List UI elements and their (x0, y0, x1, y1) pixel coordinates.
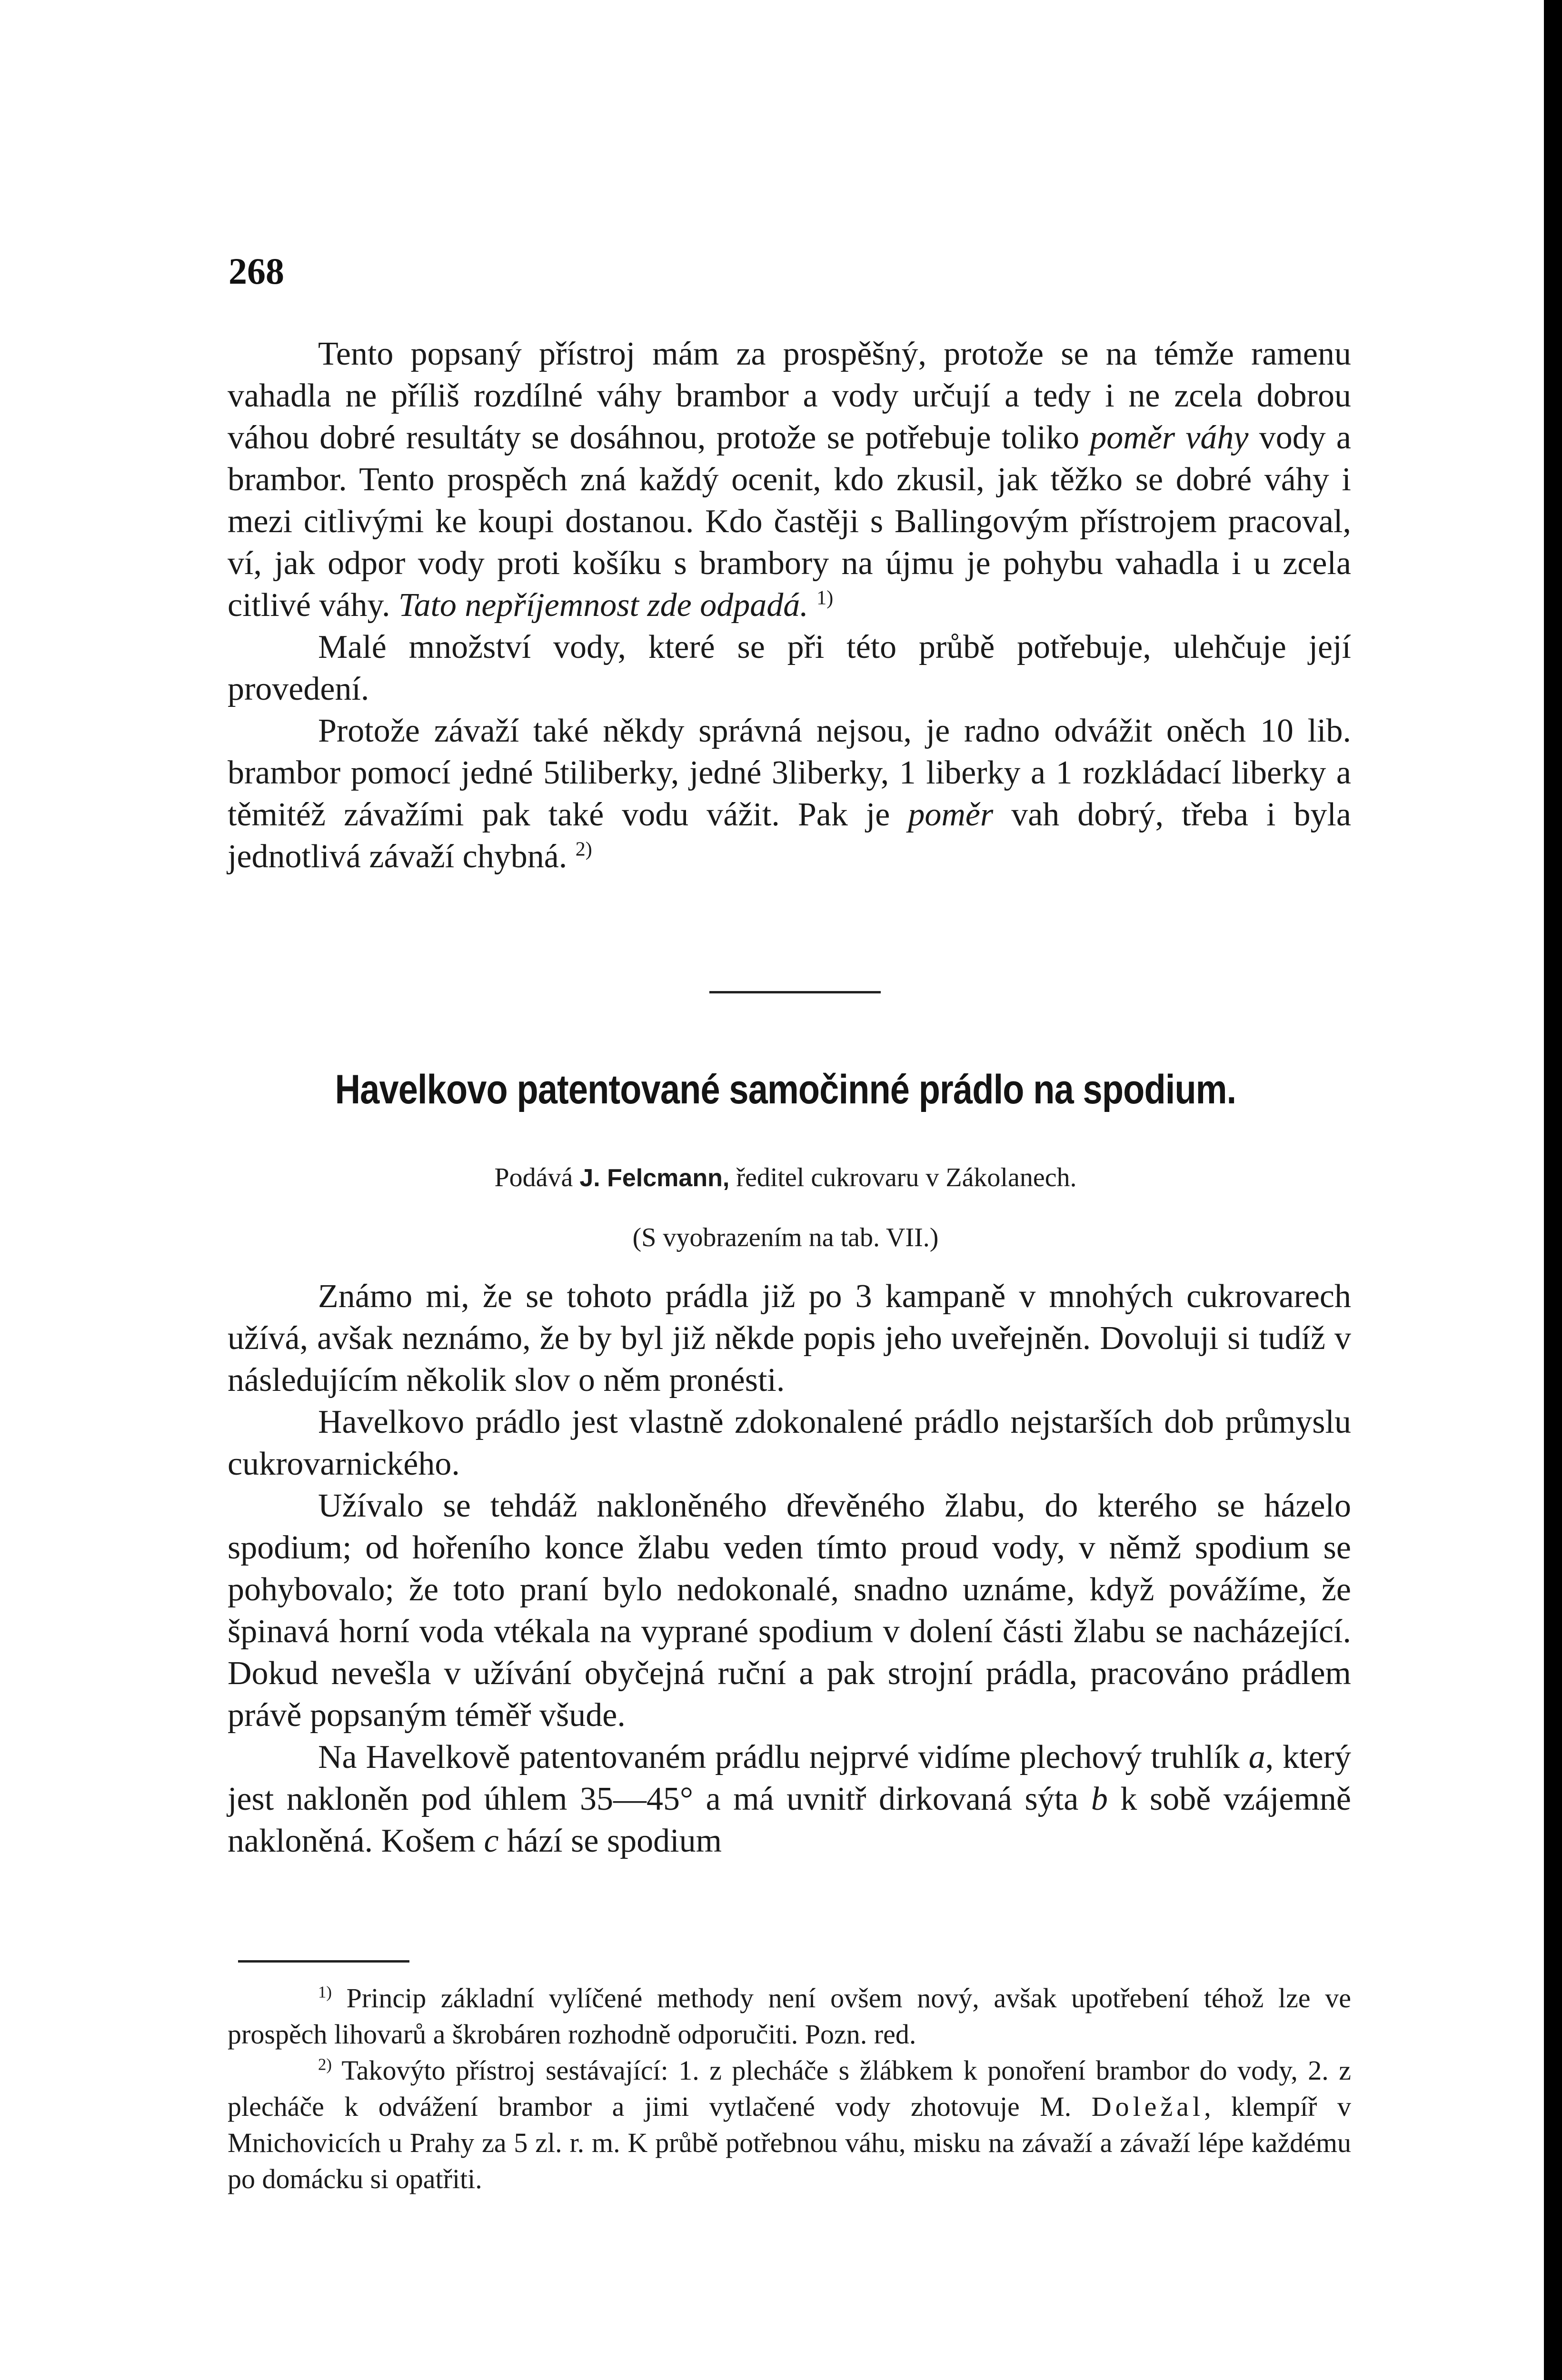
footnote-marker: 2) (318, 2055, 332, 2074)
paragraph (228, 1485, 1351, 1736)
text-run: Havelkovo prádlo jest vlastně zdokonalené prádlo nejstarších dob průmyslu cukrovarnického. (228, 1404, 1351, 1482)
emphasis: poměr váhy (1090, 419, 1249, 456)
text-run: hází se spodium (498, 1823, 722, 1859)
text-run: Takovýto přístroj sestávající: 1. z plecháče s žlábkem k ponoření brambor do vody, 2. z plecháče k odvážení brambor a jimi vytlačené vody zhotovuje M. (228, 2055, 1351, 2122)
text-run (808, 587, 817, 624)
article-byline (224, 1162, 1347, 1193)
article-title: Havelkovo patentované samočinné prádlo na spodium. (335, 1067, 1236, 1112)
footnote-rule (238, 1960, 409, 1963)
emphasis: Tato nepříjemnost zde odpadá. (398, 587, 808, 624)
text-run: Protože závaží také někdy správná nejsou, je radno odvážit oněch 10 lib. brambor pomocí jedné 5tiliberky, jedné 3liberky, 1 liberky a 1 rozkládací liberky a těmitéž závažími pak také vodu vážit. Pak je (228, 713, 1351, 833)
text-run: Na Havelkově patentovaném prádlu nejprvé vidíme plechový truhlík (318, 1739, 1249, 1775)
text-run: Princip základní vylíčené methody není ovšem nový, avšak upotřebení téhož lze ve prospěch lihovarů a škrobáren rozhodně odporučiti. Pozn. red. (228, 1983, 1351, 2050)
article-body (228, 1276, 1351, 1862)
page-number: 268 (229, 250, 284, 292)
footnote-marker: 1) (318, 1983, 332, 2002)
text-run: vody a brambor. Tento prospěch zná každý ocenit, kdo zkusil, jak těžko se dobré váhy i mezi citlivými ke koupi dostanou. Kdo častěji s Ballingovým přístrojem pracoval, ví, jak odpor vody proti košíku s brambory na újmu je pohybu vahadla i u zcela citlivé váhy. (228, 419, 1351, 624)
footnote (228, 2053, 1351, 2197)
text-run: vah dobrý, třeba i byla jednotlivá závaží chybná. (228, 796, 1351, 875)
section-continuation (228, 333, 1351, 878)
text-run: , klempíř v Mnichovicích u Prahy za 5 zl. r. m. K průbě potřebnou váhu, misku na závaží a závaží lépe každému po domácku si opatřiti. (228, 2091, 1351, 2194)
text-run: Tento popsaný přístroj mám za prospěšný, protože se na témže ramenu vahadla ne příliš rozdílné váhy brambor a vody určují a tedy i ne zcela dobrou váhou dobré resultáty se dosáhnou, protože se potřebuje toliko (228, 336, 1351, 456)
text-run: , který jest nakloněn pod úhlem 35—45° a má uvnitř dirkovaná sýta (228, 1739, 1351, 1817)
emphasis: poměr (908, 796, 994, 833)
byline-author: J. Felcmann, (579, 1164, 730, 1192)
spaced-name: Doležal (1091, 2091, 1204, 2122)
section-separator (709, 991, 881, 993)
footnotes (228, 1980, 1351, 2197)
text-run: k sobě vzájemně nakloněná. Košem (228, 1781, 1351, 1859)
paragraph (228, 1276, 1351, 1401)
text-run: Známo mi, že se tohoto prádla již po 3 kampaně v mnohých cukrovarech užívá, avšak neznámo, že by byl již někde popis jeho uveřejněn. Dovoluji si tudíž v následujícím několik slov o něm pronésti. (228, 1278, 1351, 1398)
text-run: Užívalo se tehdáž nakloněného dřevěného žlabu, do kterého se házelo spodium; od hořeního konce žlabu veden tímto proud vody, v němž spodium se pohybovalo; že toto praní bylo nedokonalé, snadno uznáme, když povážíme, že špinavá horní voda vtékala na vyprané spodium v dolení části žlabu se nacházející. Dokud nevešla v užívání obyčejná ruční a pak strojní prádla, pracováno prádlem právě popsaným téměř všude. (228, 1488, 1351, 1734)
emphasis: a (1248, 1739, 1265, 1775)
paragraph (228, 1401, 1351, 1485)
paragraph (228, 710, 1351, 878)
byline-prefix: Podává (494, 1163, 580, 1192)
scan-border-right (1544, 0, 1562, 2380)
paragraph (228, 333, 1351, 626)
paragraph (228, 1736, 1351, 1862)
emphasis: b (1091, 1781, 1108, 1817)
footnote (228, 1980, 1351, 2053)
footnote-marker: 2) (575, 838, 592, 861)
text-run: Malé množství vody, které se při této průbě potřebuje, ulehčuje její provedení. (228, 629, 1351, 707)
paragraph (228, 626, 1351, 710)
emphasis: c (484, 1823, 499, 1859)
byline-suffix: ředitel cukrovaru v Zákolanech. (729, 1163, 1077, 1192)
figure-reference: (S vyobrazením na tab. VII.) (632, 1223, 939, 1252)
footnote-marker: 1) (816, 587, 834, 609)
